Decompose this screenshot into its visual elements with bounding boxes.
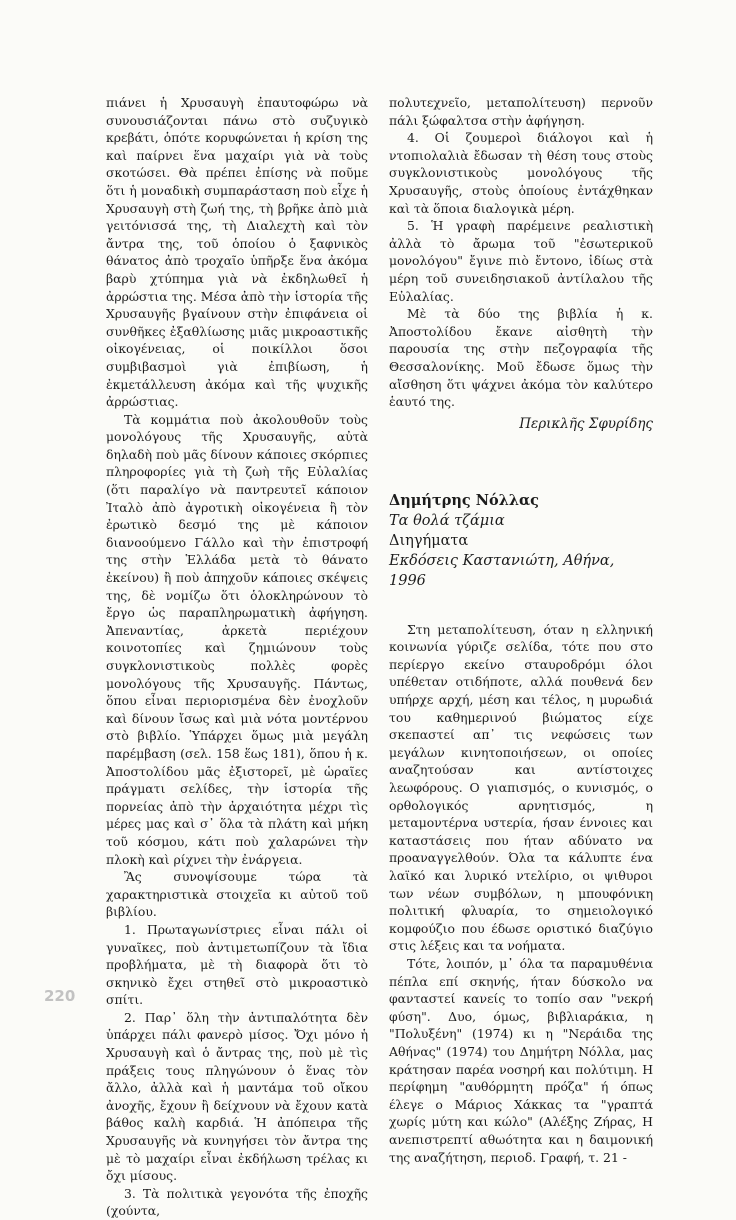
book-author: Δημήτρης Νόλλας	[389, 491, 540, 509]
paragraph: πιάνει ἡ Χρυσαυγὴ ἐπαυτοφώρω νὰ συνουσιάζονται πάνω στὸ συζυγικὸ κρεβάτι, ὁπότε κορυφώνεται ἡ κρίση της καὶ παίρνει ἕνα μαχαίρι γιὰ νὰ τοὺς σκοτώσει. Θὰ πρέπει ἐπίσης νὰ ποῦμε ὅτι ἡ μοναδικὴ συμπαράσταση ποὺ εἶχε ἡ Χρυσαυγὴ στὴ ζωή της, τὴ βρῆκε ἀπὸ μιὰ γειτόνισσά της, τὴ Διαλεχτὴ καὶ τὸν ἄντρα της, τοῦ ὁποίου ὁ ξαφνικὸς θάνατος ἀπὸ τροχαῖο ὑπῆρξε ἕνα ἀκόμα βαρὺ χτύπημα γιὰ νὰ ἐκδηλωθεῖ ἡ ἀρρώστια της. Μέσα ἀπὸ τὴν ἱστορία τῆς Χρυσαυγῆς βγαίνουν στὴν ἐπιφάνεια οἱ συνθῆκες ἐξαθλίωσης μιᾶς μικροαστικῆς οἰκογένειας, οἱ ποικίλλοι ὅσοι συμβιβασμοὶ γιὰ ἐπιβίωση, ἡ ἐκμετάλλευση ἀκόμα καὶ τῆς ψυχικῆς ἀρρώστιας.	[106, 95, 368, 410]
paragraph: πολυτεχνεῖο, μεταπολίτευση) περνοῦν πάλι ξώφαλτσα στὴν ἀφήγηση.	[389, 95, 653, 128]
page-number: 220	[44, 987, 76, 1005]
paragraph: Τότε, λοιπόν, μ᾽ όλα τα παραμυθένια πέπλα επί σκηνής, ήταν δύσκολο να φανταστεί κανείς το τοπίο σαν "νεκρή φύση". Δυο, όμως, βιβλιαράκια, η "Πολυξένη" (1974) κι η "Νεράιδα της Αθήνας" (1974) του Δημήτρη Νόλλα, μας κράτησαν παρέα νοσηρή και πολύτιμη. Η περίφημη "αυθόρμητη πρόζα" ή όπως έλεγε ο Μάριος Χάκκας τα "γραπτά χωρίς μύτη και κώλο" (Αλέξης Ζήρας, Η ανεπιστρεπτί αθωότητα και η δαιμονική της αναζήτηση, περιοδ. Γραφή, τ. 21 -	[389, 955, 653, 1165]
list-item: 2. Παρ᾽ ὅλη τὴν ἀντιπαλότητα δὲν ὑπάρχει πάλι φανερὸ μίσος. Ὄχι μόνο ἡ Χρυσαυγὴ καὶ ὁ ἄντρας της, ποὺ μὲ τὶς πράξεις τους πληγώνουν ὁ ἕνας τὸν ἄλλο, ἀλλὰ καὶ ἡ μαντάμα τοῦ οἴκου ἀνοχῆς, ἔχουν ἢ δείχνουν νὰ ἔχουν κατὰ βάθος καλὴ καρδιά. Ἡ ἀπόπειρα τῆς Χρυσαυγῆς νὰ κυνηγήσει τὸν ἄντρα της μὲ τὸ μαχαίρι εἶναι ἐκδήλωση τρέλας κι ὄχι μίσους.	[106, 1009, 368, 1184]
book-info	[389, 491, 653, 591]
book-genre: Διηγήματα	[389, 532, 469, 549]
left-column	[106, 94, 368, 1220]
book-publisher: Εκδόσεις Καστανιώτη, Αθήνα, 1996	[389, 552, 615, 589]
paragraph: Ἂς συνοψίσουμε τώρα τὰ χαρακτηριστικὰ στοιχεῖα κι αὐτοῦ τοῦ βιβλίου.	[106, 869, 368, 920]
right-column	[389, 94, 653, 1166]
paragraph: Τὰ κομμάτια ποὺ ἀκολουθοῦν τοὺς μονολόγους τῆς Χρυσαυγῆς, αὐτὰ δηλαδὴ ποὺ μᾶς δίνουν κάποιες σκόρπιες πληροφορίες γιὰ τὴ ζωὴ τῆς Εὐλαλίας (ὅτι παραλίγο νὰ παντρευτεῖ κάποιον Ἰταλὸ ἀπὸ ἀγροτικὴ οἰκογένεια ἢ τὸν ἐρωτικὸ δεσμό της μὲ κάποιον διανοούμενο Γάλλο καὶ τὴν ἐπιστροφή της στὴν Ἑλλάδα μετὰ τὸ θάνατο ἐκείνου) ἢ ποὺ ἀπηχοῦν κάποιες σκέψεις της, δὲ νομίζω ὅτι ὁλοκληρώνουν τὸ ἔργο ὡς παραπληρωματικὴ ἀφήγηση. Ἀπεναντίας, ἀρκετὰ περιέχουν κοινοτοπίες καὶ ζημιώνουν τοὺς συγκλονιστικοὺς πολλὲς φορὲς μονολόγους τῆς Χρυσαυγῆς. Πάντως, ὅπου εἶναι περιορισμένα δὲν ἐνοχλοῦν καὶ δίνουν ἴσως καὶ μιὰ νότα μοντέρνου στὸ βιβλίο. Ὑπάρχει ὅμως μιὰ μεγάλη παρέμβαση (σελ. 158 ἕως 181), ὅπου ἡ κ. Ἀποστολίδου μᾶς ἐξιστορεῖ, μὲ ὡραῖες πράγματι σελίδες, τὴν ἱστορία τῆς πορνείας ἀπὸ τὴν ἀρχαιότητα μέχρι τὶς μέρες μας καὶ σ᾽ ὅλα τὰ πλάτη καὶ μήκη τοῦ κόσμου, κάτι ποὺ χαλαρώνει τὴν πλοκὴ καὶ ρίχνει τὴν ἐνάργεια.	[106, 411, 368, 867]
list-item: 4. Οἱ ζουμεροὶ διάλογοι καὶ ἡ ντοπιολαλιὰ ἔδωσαν τὴ θέση τους στοὺς συγκλονιστικοὺς μονολόγους τῆς Χρυσαυγῆς, στοὺς ὁποίους ἐντάχθηκαν καὶ τὰ ὅποια διαλογικὰ μέρη.	[389, 130, 653, 216]
list-item: 3. Τὰ πολιτικὰ γεγονότα τῆς ἐποχῆς (χούντα,	[106, 1185, 368, 1219]
book-title: Τα θολά τζάμια	[389, 512, 505, 529]
list-item: 1. Πρωταγωνίστριες εἶναι πάλι οἱ γυναῖκες, ποὺ ἀντιμετωπίζουν τὰ ἴδια προβλήματα, μὲ τὴ διαφορὰ ὅτι τὸ σκηνικὸ ἔχει στηθεῖ στὸ μικροαστικὸ σπίτι.	[106, 921, 368, 1008]
reviewer-signature: Περικλῆς Σφυρίδης	[519, 415, 653, 432]
paragraph: Μὲ τὰ δύο της βιβλία ἡ κ. Ἀποστολίδου ἔκανε αἰσθητὴ τὴν παρουσία της στὴν πεζογραφία τῆς Θεσσαλονίκης. Μοῦ ἔδωσε ὅμως τὴν αἴσθηση ὅτι ψάχνει ἀκόμα τὸν καλύτερο ἑαυτό της.	[389, 306, 653, 410]
paragraph: Στη μεταπολίτευση, όταν η ελληνική κοινωνία γύριζε σελίδα, τότε που στο περίεργο εκείνο σταυροδρόμι όλοι υπέθεταν οτιδήποτε, αλλά πουθενά δεν υπήρχε αρχή, μέση και τέλος, η μυρωδιά του καθημερινού βιώματος είχε σκεπαστεί απ᾽ τις νεφώσεις των μεγάλων κινητοποιήσεων, οι οποίες αναζητούσαν και αντίστοιχες λεωφόρους. Ο γιαπισμός, ο κυνισμός, ο ορθολογικός αρνητισμός, η μεταμοντέρνα υστερία, ήσαν έννοιες και καταστάσεις που ήταν αδύνατο να προαναγγελθούν. Όλα τα κάλυπτε ένα λαϊκό και λυρικό ντελίριο, οι ψιθυροι των νέων συμβόλων, η μπουφόνικη πολιτική φλυαρία, το σημειολογικό κομφούζιο που έδωσε οριστικό διαζύγιο στις λέξεις και τα νοήματα.	[389, 621, 653, 954]
list-item: 5. Ἡ γραφὴ παρέμεινε ρεαλιστικὴ ἀλλὰ τὸ ἄρωμα τοῦ "ἐσωτερικοῦ μονολόγου" ἔγινε πιὸ ἔντονο, ἰδίως στὰ μέρη τοῦ συνειδησιακοῦ ἀντίλαλου τῆς Εὐλαλίας.	[389, 218, 653, 304]
